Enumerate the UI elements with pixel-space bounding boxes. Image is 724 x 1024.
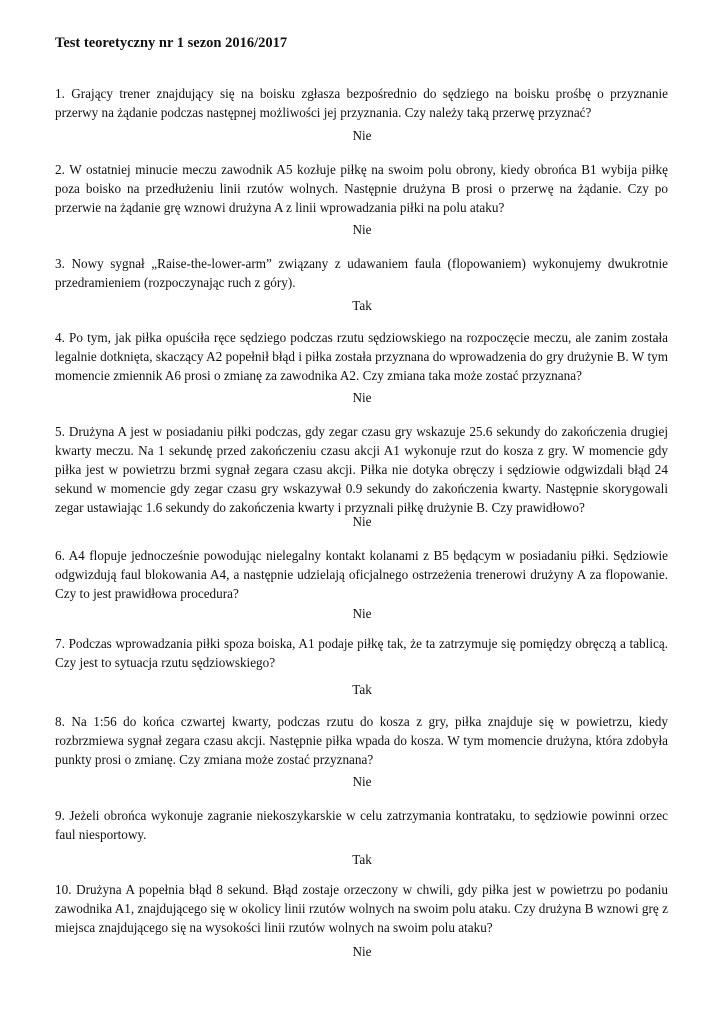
- page-title: Test teoretyczny nr 1 sezon 2016/2017: [55, 35, 288, 51]
- answer-3: Tak: [352, 298, 372, 313]
- answer-10: Nie: [352, 944, 372, 959]
- question-1: 1. Grający trener znajdujący się na boisku zgłasza bezpośrednio do sędziego na boisku prośbę o przyznanie przerwy na żądanie podczas następnej możliwości jej przyznania. Czy należy taką przerwę przyznać?: [55, 86, 668, 120]
- question-9: 9. Jeżeli obrońca wykonuje zagranie niekoszykarskie w celu zatrzymania kontrataku, to sędziowie powinni orzec faul niesportowy.: [55, 808, 668, 842]
- answer-7: Tak: [352, 682, 372, 697]
- question-4: 4. Po tym, jak piłka opuściła ręce sędziego podczas rzutu sędziowskiego na rozpoczęcie meczu, ale zanim została legalnie dotknięta, skaczący A2 popełnił błąd i piłka została przyznana do wprowadzenia do gry drużynie B. W tym momencie zmiennik A6 prosi o zmianę za zawodnika A2. Czy zmiana taka może zostać przyznana?: [55, 330, 668, 383]
- answer-2: Nie: [352, 222, 372, 237]
- answer-6: Nie: [352, 606, 372, 621]
- answer-9: Tak: [352, 852, 372, 867]
- answer-4: Nie: [352, 390, 372, 405]
- question-7: 7. Podczas wprowadzania piłki spoza boiska, A1 podaje piłkę tak, że ta zatrzymuje się pomiędzy obręczą a tablicą. Czy jest to sytuacja rzutu sędziowskiego?: [55, 636, 668, 670]
- answer-1: Nie: [352, 128, 372, 143]
- answer-8: Nie: [352, 774, 372, 789]
- question-3: 3. Nowy sygnał „Raise-the-lower-arm” związany z udawaniem faula (flopowaniem) wykonujemy dwukrotnie przedramieniem (rozpoczynając ruch z góry).: [55, 256, 668, 290]
- question-2: 2. W ostatniej minucie meczu zawodnik A5 kozłuje piłkę na swoim polu obrony, kiedy obrońca B1 wybija piłkę poza boisko na przedłużeniu linii rzutów wolnych. Następnie drużyna B prosi o przerwę na żądanie. Czy po przerwie na żądanie grę wznowi drużyna A z linii wprowadzania piłki na polu ataku?: [55, 162, 668, 215]
- answer-5: Nie: [352, 514, 372, 529]
- question-8: 8. Na 1:56 do końca czwartej kwarty, podczas rzutu do kosza z gry, piłka znajduje się w powietrzu, kiedy rozbrzmiewa sygnał zegara czasu akcji. Następnie piłka wpada do kosza. W tym momencie drużyna, która zdobyła punkty prosi o zmianę. Czy zmiana może zostać przyznana?: [55, 714, 668, 767]
- question-6: 6. A4 flopuje jednocześnie powodując nielegalny kontakt kolanami z B5 będącym w posiadaniu piłki. Sędziowie odgwizdują faul blokowania A4, a następnie udzielają oficjalnego ostrzeżenia trenerowi drużyny A za flopowanie. Czy to jest prawidłowa procedura?: [55, 548, 668, 601]
- question-5: 5. Drużyna A jest w posiadaniu piłki podczas, gdy zegar czasu gry wskazuje 25.6 sekundy do zakończenia drugiej kwarty meczu. Na 1 sekundę przed zakończeniu czasu akcji A1 wykonuje rzut do kosza z gry. W momencie gdy piłka jest w powietrzu brzmi sygnał zegara czasu akcji. Piłka nie dotyka obręczy i sędziowie odgwizdali błąd 24 sekund w momencie gdy zegar czasu gry wskazywał 0.9 sekundy do zakończenia kwarty. Następnie skorygowali zegar ustawiając 1.6 sekundy do zakończenia kwarty i przyznali piłkę drużynie B. Czy prawidłowo?: [55, 424, 668, 515]
- question-10: 10. Drużyna A popełnia błąd 8 sekund. Błąd zostaje orzeczony w chwili, gdy piłka jest w powietrzu po podaniu zawodnika A1, znajdującego się w okolicy linii rzutów wolnych na swoim polu ataku. Czy drużyna B wznowi grę z miejsca znajdującego się na wysokości linii rzutów wolnych na swoim polu ataku?: [55, 882, 668, 935]
